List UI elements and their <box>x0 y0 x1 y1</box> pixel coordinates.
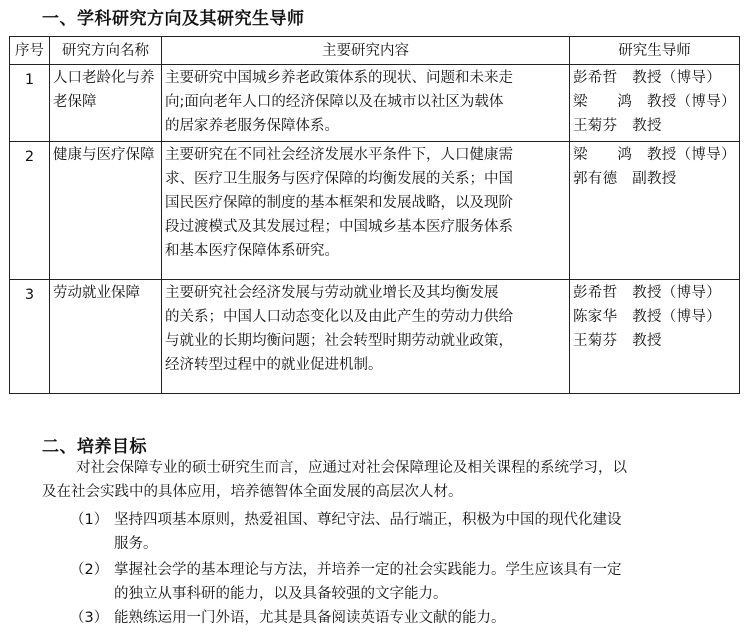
row-number: 1 <box>10 65 50 142</box>
advisor: 梁 鸿 教授（博导） <box>573 94 736 110</box>
header-direction-name: 研究方向名称 <box>50 37 162 65</box>
section-1-title: 一、学科研究方向及其研究生导师 <box>42 9 305 29</box>
intro-line: 及在社会实践中的具体应用，培养德智体全面发展的高层次人材。 <box>42 484 463 500</box>
row-direction-name: 人口老龄化与养老保障 <box>50 65 162 142</box>
goal-item-text: 坚持四项基本原则，热爱祖国、尊纪守法、品行端正，积极为中国的现代化建设 <box>114 512 622 528</box>
row-research-content <box>162 280 570 394</box>
content-line: 和基本医疗保障体系研究。 <box>165 243 339 259</box>
advisor: 彭希哲 教授（博导） <box>573 285 721 301</box>
row-number: 2 <box>10 142 50 280</box>
goal-item-1 <box>70 508 622 556</box>
row-advisors <box>570 65 740 142</box>
goal-item-text: 服务。 <box>114 536 158 552</box>
header-number: 序号 <box>10 37 50 65</box>
row-advisors <box>570 280 740 394</box>
header-research-content: 主要研究内容 <box>162 37 570 65</box>
header-advisors: 研究生导师 <box>570 37 740 65</box>
section-2-title: 二、培养目标 <box>42 437 147 457</box>
row-direction-name: 劳动就业保障 <box>50 280 162 394</box>
goal-item-text: 的独立从事科研的能力，以及具备较强的文字能力。 <box>114 586 448 602</box>
advisor: 郭有德 副教授 <box>573 171 677 187</box>
goal-item-label: （3） <box>70 610 109 626</box>
goal-item-text: 能熟练运用一门外语，尤其是具备阅读英语专业文献的能力。 <box>114 610 506 626</box>
content-line: 国民医疗保障的制度的基本框架和发展战略，以及现阶 <box>165 195 513 211</box>
intro-line: 对社会保障专业的硕士研究生而言，应通过对社会保障理论及相关课程的系统学习，以 <box>76 460 627 476</box>
training-goal-intro <box>42 456 732 504</box>
advisor: 彭希哲 教授（博导） <box>573 70 721 86</box>
advisor: 王菊芬 教授 <box>573 333 662 349</box>
advisor: 梁 鸿 教授（博导） <box>573 147 736 163</box>
content-line: 主要研究在不同社会经济发展水平条件下，人口健康需 <box>165 147 513 163</box>
row-advisors <box>570 142 740 280</box>
advisor: 陈家华 教授（博导） <box>573 309 721 325</box>
row-direction-name: 健康与医疗保障 <box>50 142 162 280</box>
table-row <box>10 142 740 280</box>
goal-item-text: 掌握社会学的基本理论与方法，并培养一定的社会实践能力。学生应该具有一定 <box>114 562 622 578</box>
content-line: 主要研究社会经济发展与劳动就业增长及其均衡发展 <box>165 285 499 301</box>
row-number: 3 <box>10 280 50 394</box>
content-line: 段过渡模式及其发展过程；中国城乡基本医疗服务体系 <box>165 219 513 235</box>
table-row <box>10 280 740 394</box>
goal-item-3 <box>70 606 506 630</box>
content-line: 经济转型过程中的就业促进机制。 <box>165 357 383 373</box>
goal-item-2 <box>70 558 622 606</box>
content-line: 向;面向老年人口的经济保障以及在城市以社区为载体 <box>165 94 504 110</box>
research-directions-table <box>9 36 740 394</box>
goal-item-label: （2） <box>70 562 109 578</box>
content-line: 的居家养老服务保障体系。 <box>165 118 339 134</box>
content-line: 主要研究中国城乡养老政策体系的现状、问题和未来走 <box>165 70 513 86</box>
row-research-content <box>162 142 570 280</box>
advisor: 王菊芬 教授 <box>573 118 662 134</box>
table-row <box>10 65 740 142</box>
table-header-row <box>10 37 740 65</box>
content-line: 与就业的长期均衡问题；社会转型时期劳动就业政策， <box>165 333 513 349</box>
goal-item-label: （1） <box>70 512 109 528</box>
content-line: 的关系；中国人口动态变化以及由此产生的劳动力供给 <box>165 309 513 325</box>
content-line: 求、医疗卫生服务与医疗保障的均衡发展的关系；中国 <box>165 171 513 187</box>
row-research-content <box>162 65 570 142</box>
